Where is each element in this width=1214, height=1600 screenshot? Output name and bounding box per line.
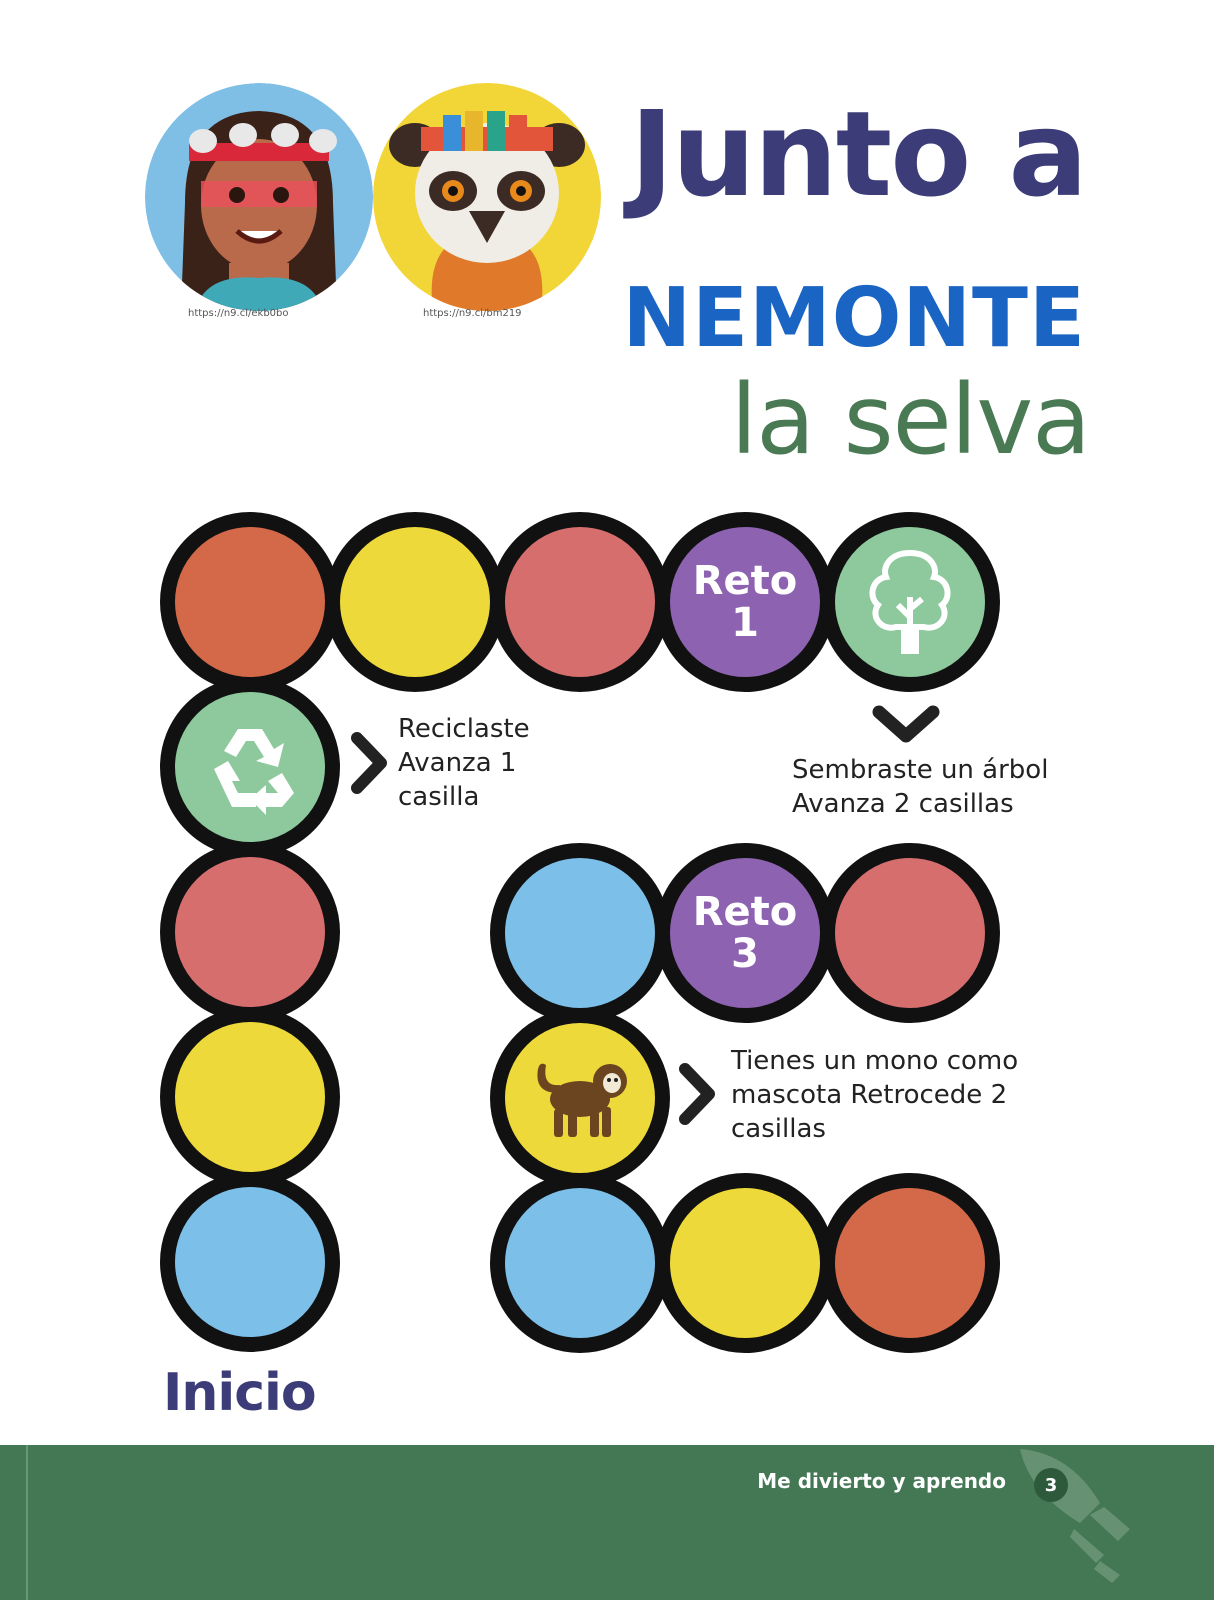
board-space-recycle [160,677,340,857]
note-recycle-line: Reciclaste [398,714,530,744]
title-line-3: la selva [730,364,1090,476]
board-space-orange [820,1173,1000,1353]
board-space-red [490,512,670,692]
note-monkey-line: casillas [731,1114,826,1144]
title-line-2: NEMONTE [622,271,1086,366]
reto-3-number: 3 [731,931,759,977]
reto-1-word: Reto [692,558,798,604]
note-tree-line: Sembraste un árbol [792,755,1049,785]
footer-bar [0,1445,1214,1600]
page-number: 3 [1034,1468,1068,1502]
board-space-blue [490,1173,670,1353]
lemur-avatar-image [373,83,601,311]
note-monkey-line: Tienes un mono como [731,1046,1019,1076]
board-space-blue [160,1172,340,1352]
girl-image-credit: https://n9.cl/ekb0bo [188,308,289,319]
chevron-down-icon [871,702,941,746]
board-space-red [160,842,340,1022]
board-space-yellow [325,512,505,692]
lemur-image-credit: https://n9.cl/bm219 [423,308,522,319]
tree-icon [860,547,960,657]
board-space-orange [160,512,340,692]
footer-divider [26,1445,28,1600]
chevron-right-icon [677,1063,717,1125]
board-space-reto-3 [655,843,835,1023]
note-monkey [731,1044,1018,1146]
note-recycle-line: Avanza 1 [398,748,517,778]
girl-avatar-image [145,83,373,311]
board-space-tree [820,512,1000,692]
note-monkey-line: mascota Retrocede 2 [731,1080,1008,1110]
board-space-monkey [490,1008,670,1188]
note-tree [792,753,1048,821]
chevron-right-icon [349,732,389,794]
reto-3-word: Reto [692,889,798,935]
title-line-1: Junto a [629,85,1086,223]
board-space-blue [490,843,670,1023]
board-space-yellow [655,1173,835,1353]
board-space-yellow [160,1007,340,1187]
board-space-red [820,843,1000,1023]
note-recycle [398,712,530,814]
footer-label: Me divierto y aprendo [757,1469,1006,1493]
note-tree-line: Avanza 2 casillas [792,789,1014,819]
rocket-icon [1000,1445,1140,1600]
start-label: Inicio [163,1363,316,1423]
note-recycle-line: casilla [398,782,480,812]
recycle-icon [198,717,302,817]
board-space-reto-1 [655,512,835,692]
monkey-icon [530,1053,630,1143]
reto-1-number: 1 [731,600,759,646]
